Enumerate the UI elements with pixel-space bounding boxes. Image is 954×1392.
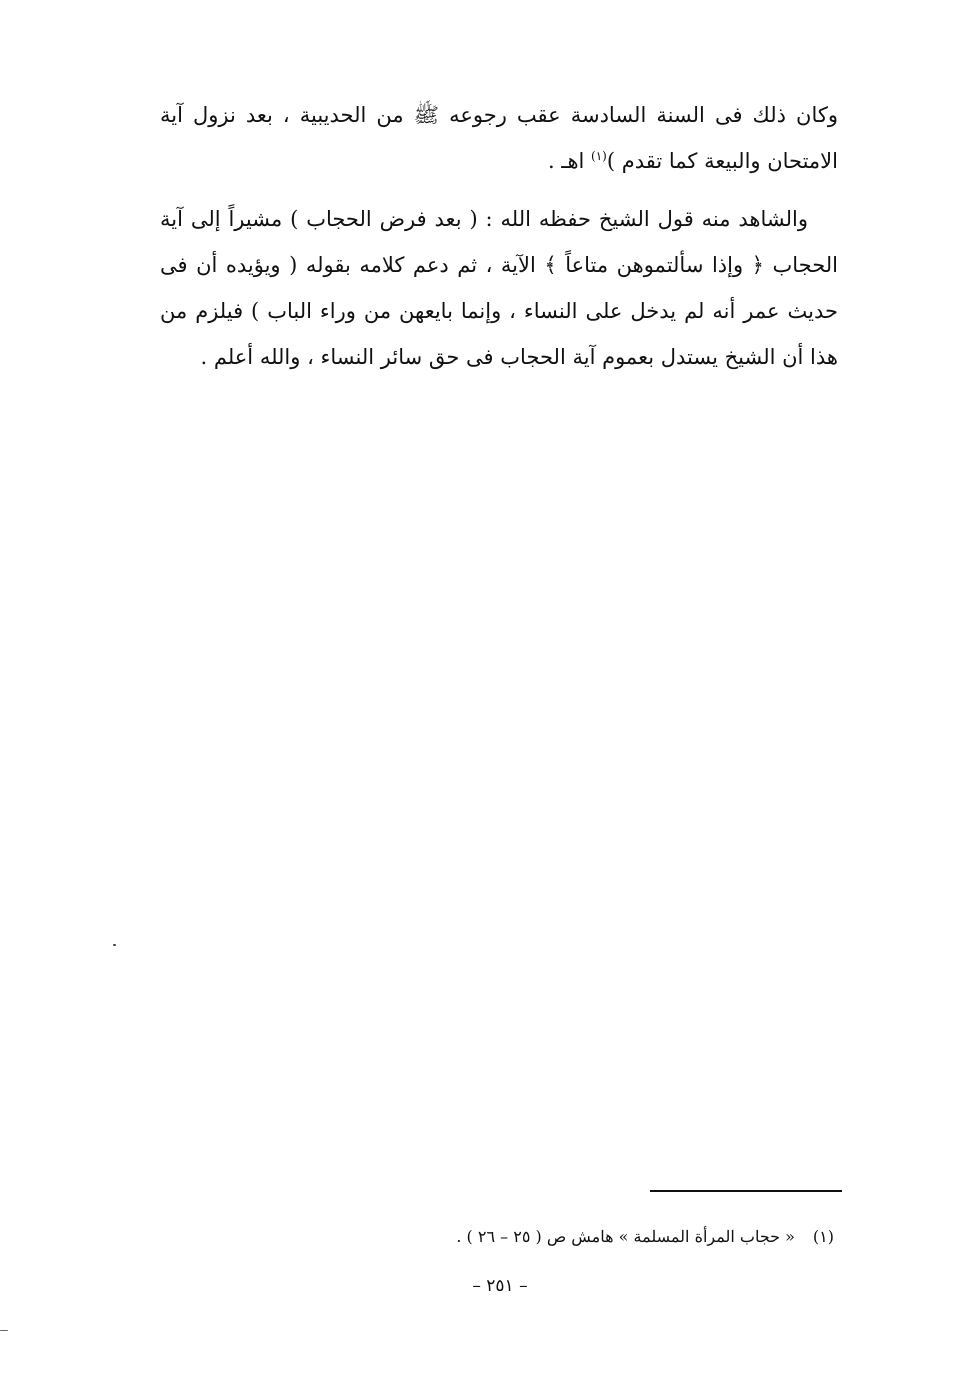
paragraph-2-body: والشاهد منه قول الشيخ حفظه الله : ( بعد فرض الحجاب ) مشيراً إلى آية الحجاب ﴿ وإذا سألتموهن متاعاً ﴾ الآية ، ثم دعم كلامه بقوله ( ويؤيده أن فى حديث عمر أنه لم يدخل على النساء ، وإنما بايعهن من وراء الباب ) فيلزم من هذا أن الشيخ يستدل بعموم آية الحجاب فى حق سائر النساء ، والله أعلم . <box>160 207 838 369</box>
scan-speck <box>113 944 116 946</box>
honorific-glyph: ﷺ <box>413 103 440 127</box>
paragraph-1-text: وكان ذلك فى السنة السادسة عقب رجوعه <box>439 103 838 127</box>
footnote <box>380 1224 834 1250</box>
paragraph-2 <box>160 196 838 380</box>
paragraph-1-body <box>160 92 838 184</box>
paragraph-1-text-continued: من الحديبية ، بعد نزول آية الامتحان والبيعة كما تقدم ) <box>160 103 838 173</box>
footnote-text: « حجاب المرأة المسلمة » هامش ص ( ٢٥ – ٢٦ ) . <box>456 1227 795 1246</box>
paragraph-1-text-end: اهـ . <box>547 149 592 173</box>
footnote-divider <box>650 1190 842 1192</box>
footnote-number: (١) <box>812 1227 834 1246</box>
paragraph-1 <box>160 92 838 184</box>
footnote-marker: (١) <box>591 149 607 163</box>
page-number: – ٢٥١ – <box>472 1276 528 1296</box>
scan-speck <box>0 1330 8 1331</box>
